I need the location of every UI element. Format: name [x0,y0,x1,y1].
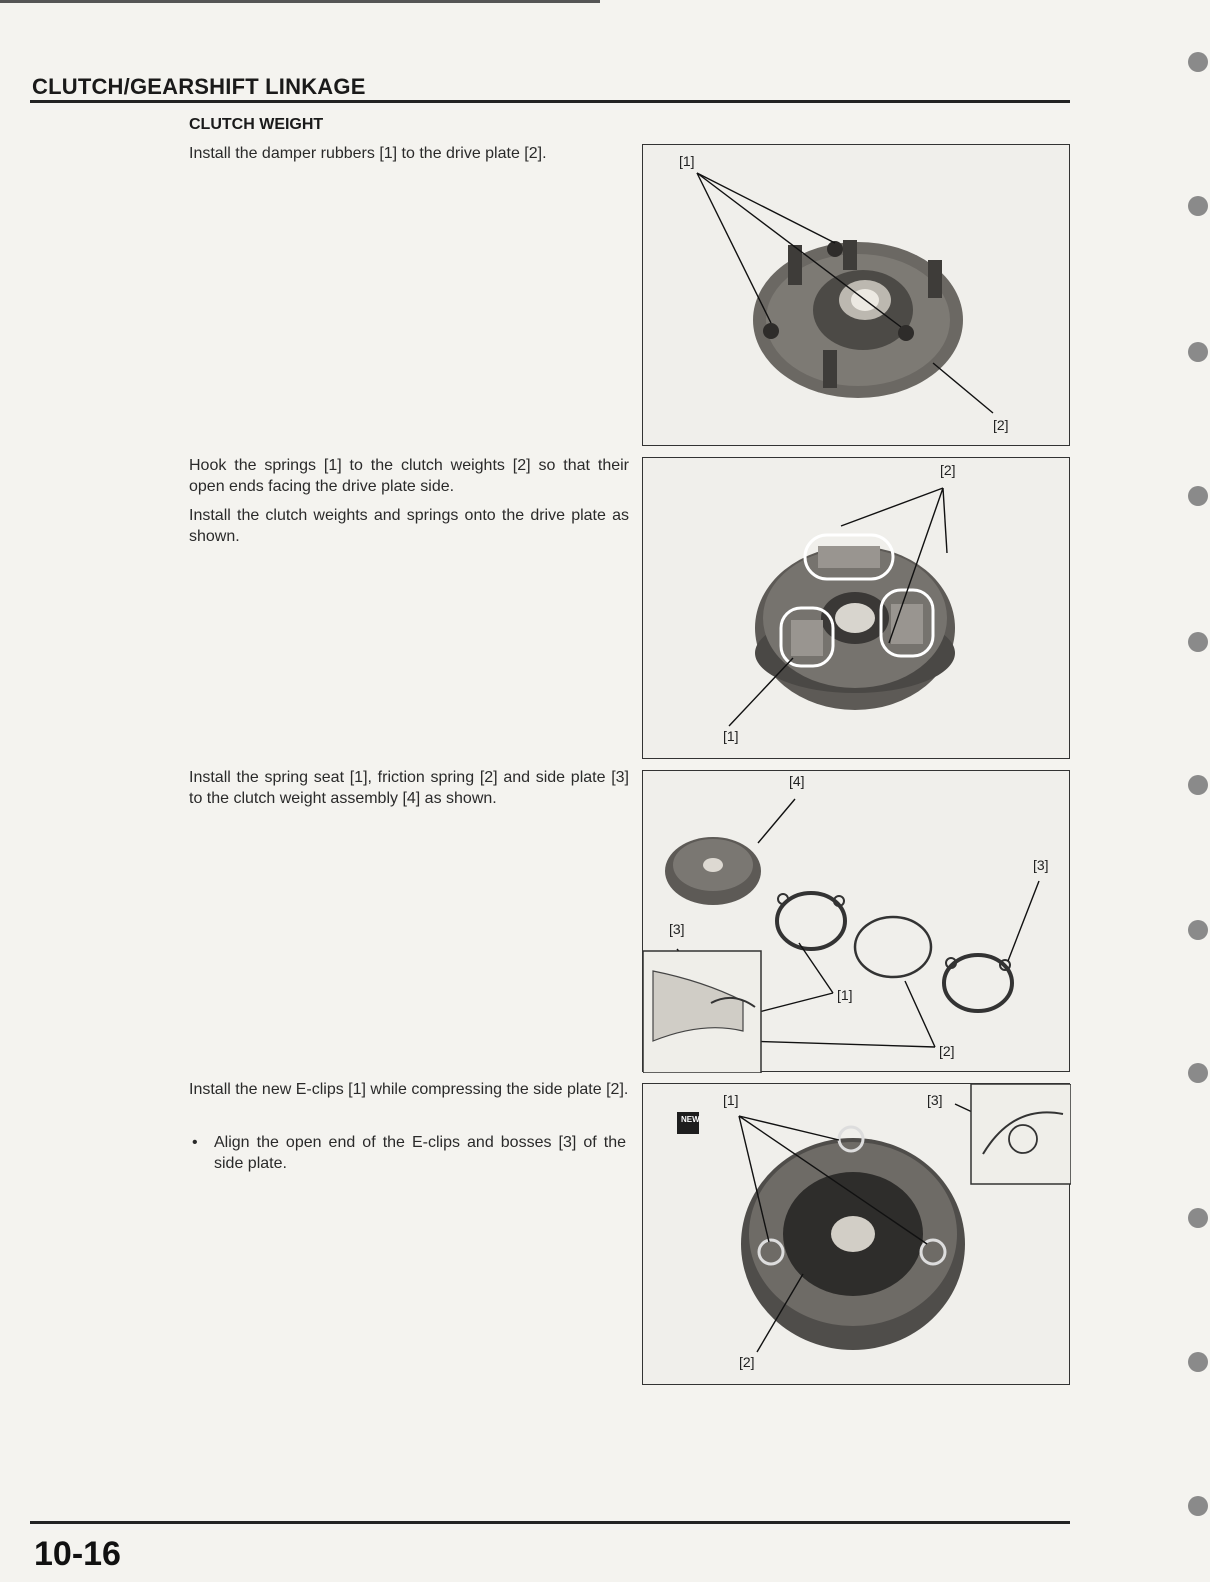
callout-friction-spring: [2] [939,1043,955,1059]
new-part-badge: NEW [681,1115,700,1124]
callout-drive-plate: [2] [993,417,1009,433]
binder-hole [1188,632,1208,652]
binder-hole [1188,196,1208,216]
binder-hole [1188,1063,1208,1083]
callout-side-plate-right: [3] [1033,857,1049,873]
section-heading: CLUTCH WEIGHT [189,116,324,133]
drive-plate-illustration [643,145,1071,447]
side-plate-exploded-illustration [643,771,1071,1073]
binder-hole [1188,1208,1208,1228]
page-number: 10-16 [34,1535,121,1573]
eclip-installation-illustration [643,1084,1071,1386]
figure-drive-plate [642,144,1070,446]
figure-eclip-installation [642,1083,1070,1385]
callout-side-plate: [2] [739,1354,755,1370]
callout-damper-rubbers: [1] [679,153,695,169]
step-install-weights: Install the clutch weights and springs onto the drive plate as shown. [189,507,629,545]
footer-rule [30,1521,1070,1524]
callout-springs: [1] [723,728,739,744]
callout-clutch-weights: [2] [940,462,956,478]
binder-hole [1188,342,1208,362]
step-install-spring-seat: Install the spring seat [1], friction spring [2] and side plate [3] to the clutch weight assembly [4] as shown. [189,769,629,807]
page-header-title: CLUTCH/GEARSHIFT LINKAGE [32,74,366,99]
binder-hole [1188,52,1208,72]
header-rule [30,100,1070,103]
figure-clutch-weights [642,457,1070,759]
bullet-text: Align the open end of the E-clips and bosses [3] of the side plate. [214,1134,626,1172]
callout-spring-seat: [1] [837,987,853,1003]
bullet-dot: • [192,1134,198,1151]
binder-hole [1188,775,1208,795]
step-hook-springs: Hook the springs [1] to the clutch weights [2] so that their open ends facing the drive plate side. [189,457,629,495]
binder-hole [1188,1352,1208,1372]
callout-bosses: [3] [927,1092,943,1108]
step-install-damper-rubbers: Install the damper rubbers [1] to the drive plate [2]. [189,145,547,162]
binder-hole [1188,920,1208,940]
binder-hole [1188,1496,1208,1516]
callout-clutch-weight-assembly: [4] [789,773,805,789]
binder-hole [1188,486,1208,506]
clutch-weight-illustration [643,458,1071,760]
callout-side-plate-left: [3] [669,921,685,937]
figure-side-plate-assembly [642,770,1070,1072]
step-install-eclips: Install the new E-clips [1] while compressing the side plate [2]. [189,1081,629,1098]
callout-eclips: [1] [723,1092,739,1108]
top-scan-rule [0,0,600,3]
